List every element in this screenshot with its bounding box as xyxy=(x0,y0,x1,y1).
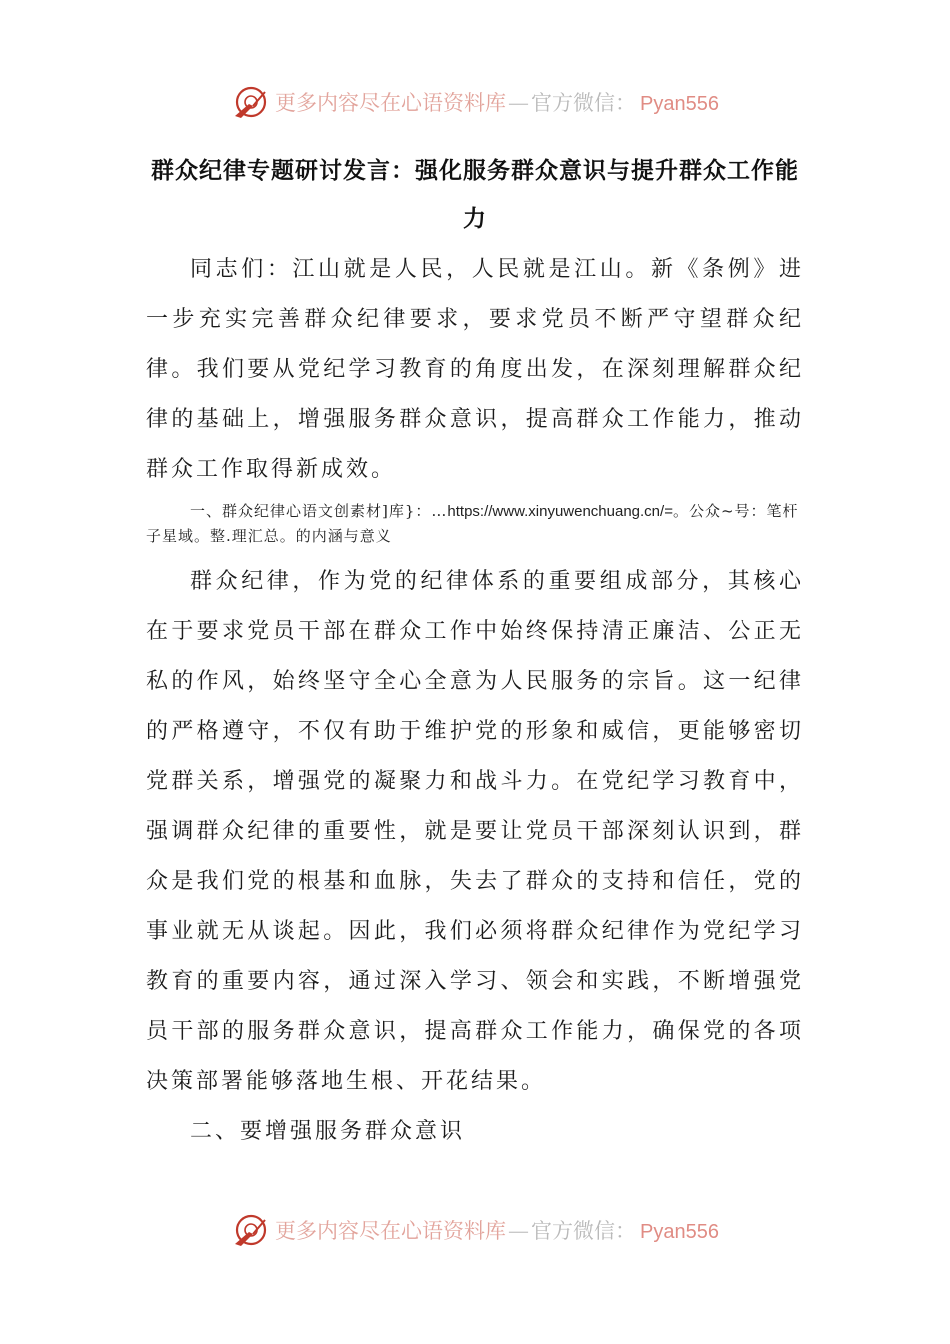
intro-paragraph: 同志们：江山就是人民，人民就是江山。新《条例》进一步充实完善群众纪律要求，要求党员不断严守望群众纪律。我们要从党纪学习教育的角度出发，在深刻理解群众纪律的基础上，增强服务群众意识，提高群众工作能力，推动群众工作取得新成效。 xyxy=(146,257,804,482)
document-title: 群众纪律专题研讨发言：强化服务群众意识与提升群众工作能力 xyxy=(151,158,799,232)
header-watermark xyxy=(0,80,950,124)
pen-logo-icon xyxy=(231,1210,271,1250)
body-paragraph: 群众纪律，作为党的纪律体系的重要组成部分，其核心在于要求党员干部在群众工作中始终保持清正廉洁、公正无私的作风，始终坚守全心全意为人民服务的宗旨。这一纪律的严格遵守，不仅有助于维护党的形象和威信，更能够密切党群关系，增强党的凝聚力和战斗力。在党纪学习教育中，强调群众纪律的重要性，就是要让党员干部深刻认识到，群众是我们党的根基和血脉，失去了群众的支持和信任，党的事业就无从谈起。因此，我们必须将群众纪律作为党纪学习教育的重要内容，通过深入学习、领会和实践，不断增强党员干部的服务群众意识，提高群众工作能力，确保党的各项决策部署能够落地生根、开花结果。 xyxy=(146,569,804,1094)
watermark-text: 更多内容尽在心语资料库—官方微信： Pyan556 xyxy=(275,1219,719,1243)
document-body xyxy=(146,245,804,1157)
watermark-text: 更多内容尽在心语资料库—官方微信： Pyan556 xyxy=(275,91,719,115)
source-note: 一、群众纪律心语文创素材]库}：…https://www.xinyuwenchuang.cn/=。公众~号：笔杆子星域。整.理汇总。的内涵与意义 xyxy=(146,502,799,545)
section-heading: 二、要增强服务群众意识 xyxy=(190,1119,466,1144)
footer-watermark xyxy=(0,1208,950,1252)
source-url: https://www.xinyuwenchuang.cn/= xyxy=(447,503,673,520)
pen-logo-icon xyxy=(231,82,271,122)
